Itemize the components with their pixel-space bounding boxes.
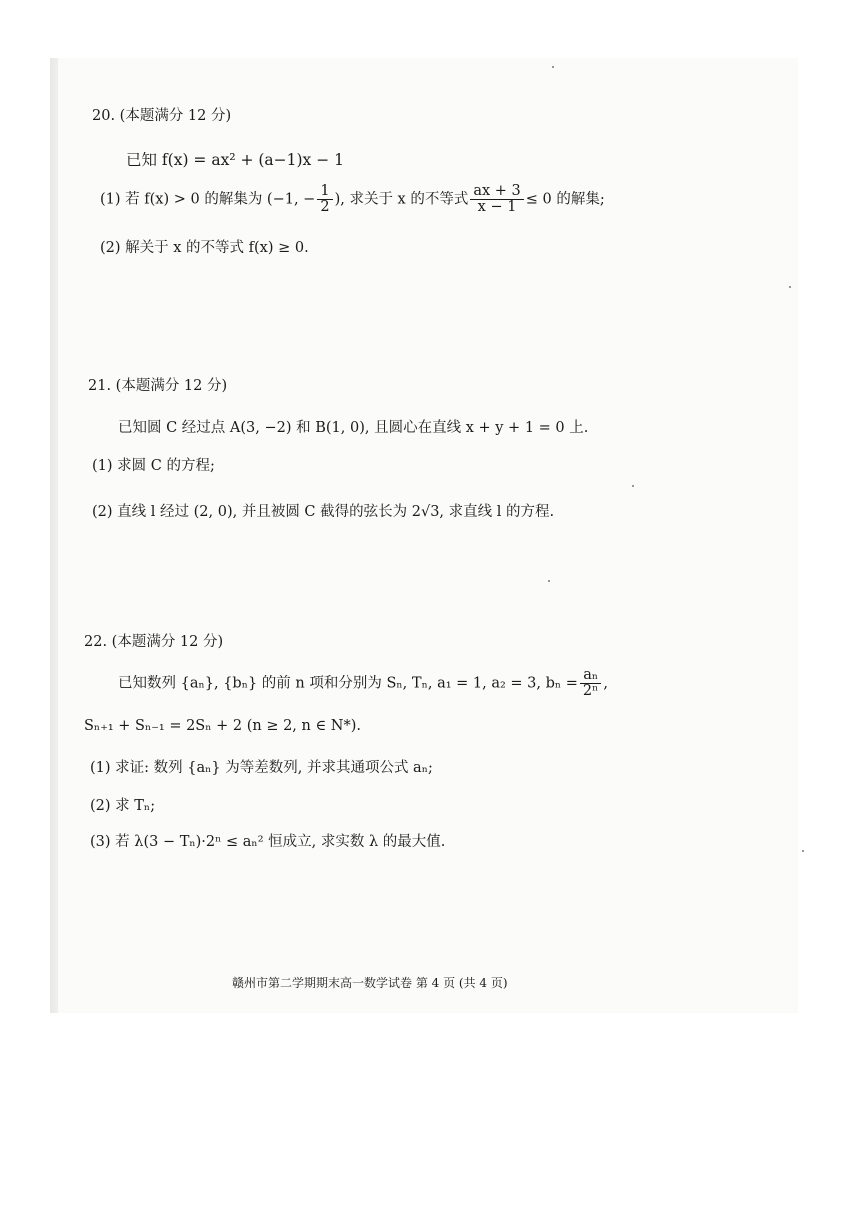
fraction-numerator: 1 — [317, 184, 332, 200]
fraction-denominator: 2 — [320, 199, 330, 216]
q21-part1: (1) 求圆 C 的方程; — [92, 458, 215, 474]
q22-part2: (2) 求 Tₙ; — [90, 798, 156, 814]
q21-given: 已知圆 C 经过点 A(3, −2) 和 B(1, 0), 且圆心在直线 x + y + 1 = 0 上. — [118, 420, 589, 436]
speck — [552, 66, 554, 68]
q21-part2: (2) 直线 l 经过 (2, 0), 并且被圆 C 截得的弦长为 2√3, 求直线 l 的方程. — [92, 504, 555, 520]
q20-part1-prefix: (1) 若 f(x) > 0 的解集为 (−1, − — [100, 191, 316, 208]
q22-given-prefix: 已知数列 {aₙ}, {bₙ} 的前 n 项和分别为 Sₙ, Tₙ, a₁ = 1, a₂ = 3, bₙ = — [118, 675, 578, 692]
q20-part1-inequality-fraction — [470, 184, 523, 215]
fraction-numerator: aₙ — [580, 668, 601, 684]
q22-header: 22. (本题满分 12 分) — [84, 634, 224, 650]
speck — [789, 286, 791, 288]
fraction-numerator: ax + 3 — [470, 184, 523, 200]
q20-header: 20. (本题满分 12 分) — [92, 108, 232, 124]
page-footer: 赣州市第二学期期末高一数学试卷 第 4 页 (共 4 页) — [232, 976, 508, 990]
q20-part1-suffix: ≤ 0 的解集; — [525, 191, 605, 208]
q20-part1-fraction — [317, 184, 332, 215]
q22-given-fraction — [580, 668, 602, 699]
speck — [548, 580, 550, 582]
q20-part2: (2) 解关于 x 的不等式 f(x) ≥ 0. — [100, 240, 309, 256]
q22-given — [118, 668, 608, 699]
q22-given-suffix: , — [603, 675, 609, 692]
q20-given: 已知 f(x) = ax² + (a−1)x − 1 — [126, 151, 345, 169]
q21-header: 21. (本题满分 12 分) — [88, 378, 228, 394]
fraction-denominator: x − 1 — [477, 199, 517, 216]
q22-part1: (1) 求证: 数列 {aₙ} 为等差数列, 并求其通项公式 aₙ; — [90, 760, 433, 776]
speck — [632, 485, 634, 487]
q20-part1 — [100, 184, 605, 215]
fraction-denominator: 2ⁿ — [582, 683, 599, 700]
q22-part3: (3) 若 λ(3 − Tₙ)·2ⁿ ≤ aₙ² 恒成立, 求实数 λ 的最大值. — [90, 834, 446, 850]
q22-recurrence: Sₙ₊₁ + Sₙ₋₁ = 2Sₙ + 2 (n ≥ 2, n ∈ N*). — [84, 718, 362, 734]
q20-part1-mid: ), 求关于 x 的不等式 — [334, 191, 469, 208]
speck — [802, 850, 804, 852]
